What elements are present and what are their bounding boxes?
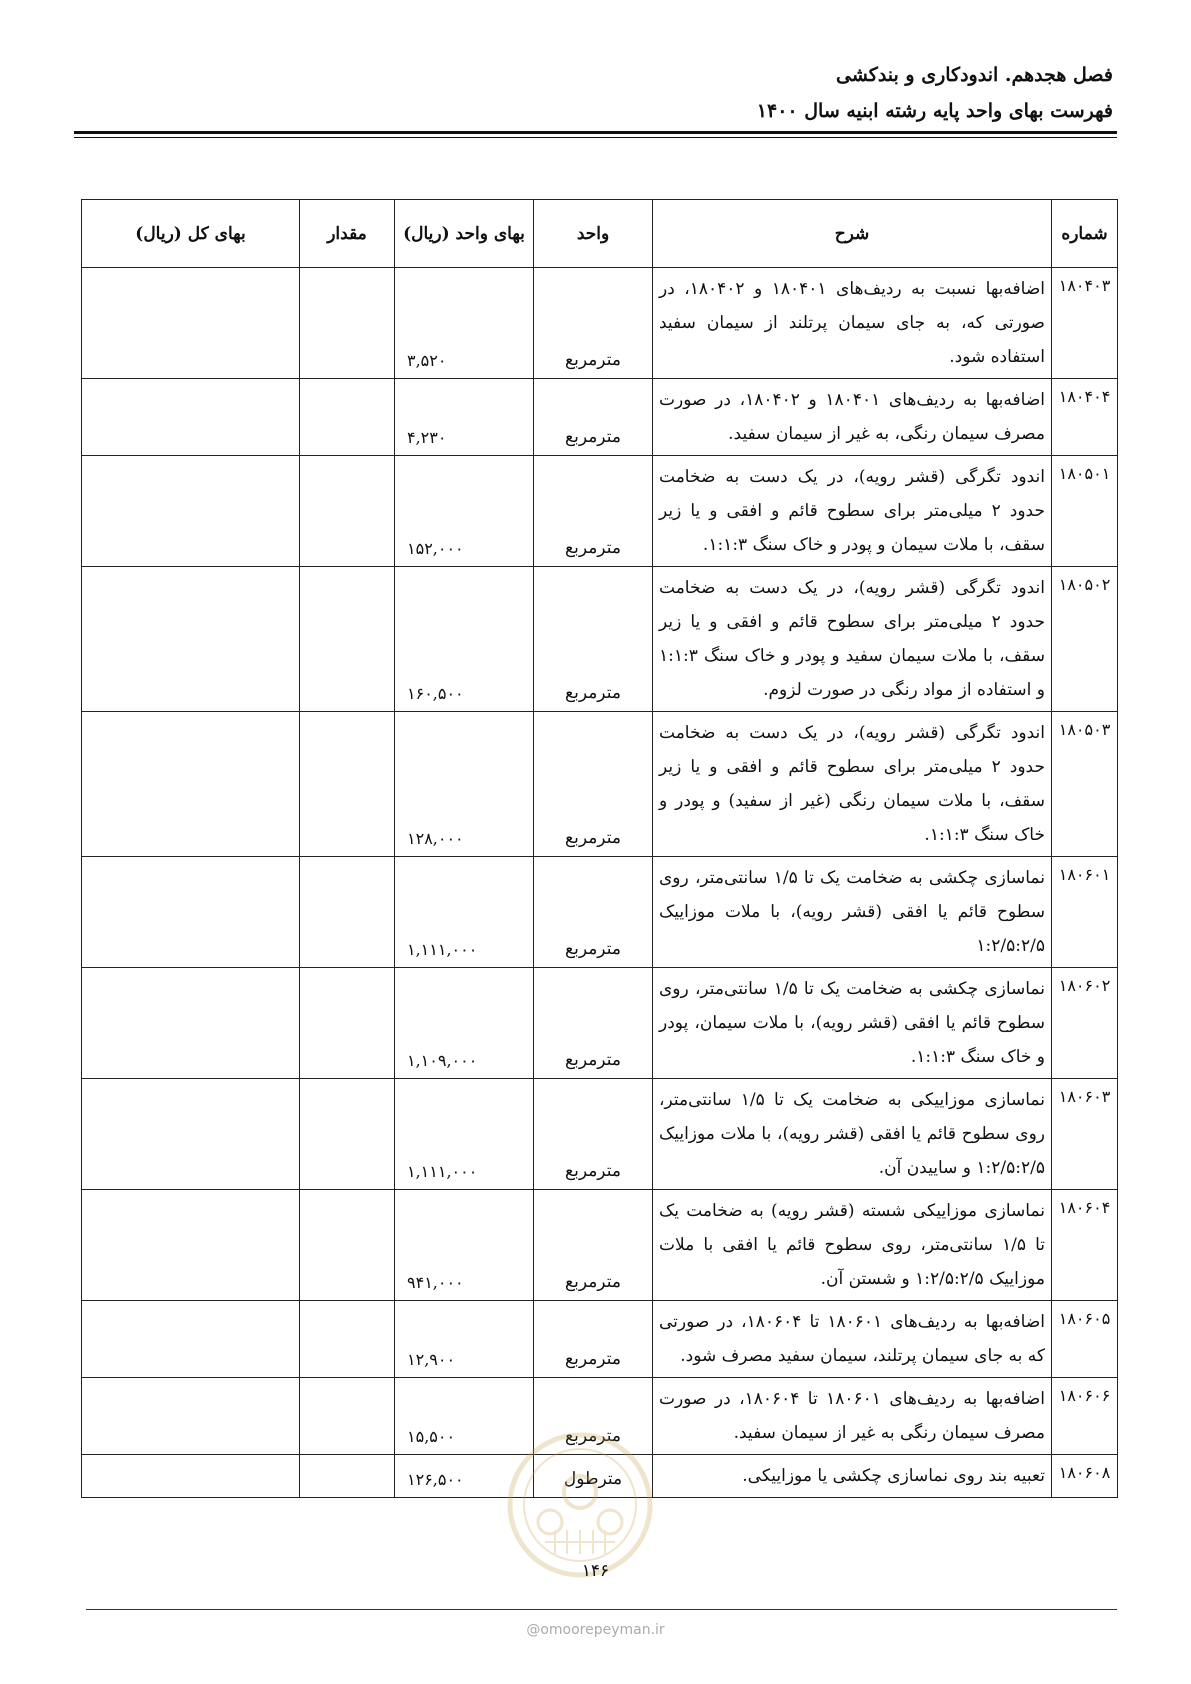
row-quantity (300, 712, 395, 857)
row-quantity (300, 1190, 395, 1301)
column-header-unit-price: بهای واحد (ریال) (395, 200, 534, 268)
header-rule-thin (74, 137, 1117, 138)
row-total-price (82, 968, 300, 1079)
column-header-number: شماره (1052, 200, 1118, 268)
table-row (82, 567, 1118, 712)
footer-rule (86, 1609, 1117, 1610)
row-number: ۱۸۰۵۰۱ (1052, 456, 1118, 567)
table-header-row (82, 200, 1118, 268)
row-unit: مترمربع (534, 567, 653, 712)
website-watermark: @omoorepeyman.ir (526, 1622, 665, 1638)
row-quantity (300, 379, 395, 456)
row-unit: مترمربع (534, 968, 653, 1079)
row-quantity (300, 456, 395, 567)
row-unit-price: ۱۲,۹۰۰ (395, 1301, 534, 1378)
row-description: نماسازی چکشی به ضخامت یک تا ۱/۵ سانتی‌متر، روی سطوح قائم یا افقی (قشر رویه)، با ملات موزاییک ۱:۲/۵:۲/۵ (653, 857, 1052, 968)
row-unit-price: ۴,۲۳۰ (395, 379, 534, 456)
row-unit-price: ۳,۵۲۰ (395, 268, 534, 379)
row-total-price (82, 456, 300, 567)
row-quantity (300, 1378, 395, 1455)
row-quantity (300, 268, 395, 379)
row-unit: مترمربع (534, 268, 653, 379)
row-unit-price: ۱,۱۰۹,۰۰۰ (395, 968, 534, 1079)
row-description: اضافه‌بها به ردیف‌های ۱۸۰۶۰۱ تا ۱۸۰۶۰۴، در صورتی که به جای سیمان پرتلند، سیمان سفید مصرف شود. (653, 1301, 1052, 1378)
row-number: ۱۸۰۶۰۵ (1052, 1301, 1118, 1378)
row-unit-price: ۱۵۲,۰۰۰ (395, 456, 534, 567)
table-row (82, 456, 1118, 567)
page-number: ۱۴۶ (581, 1561, 610, 1581)
row-number: ۱۸۰۵۰۳ (1052, 712, 1118, 857)
row-total-price (82, 1378, 300, 1455)
column-header-unit: واحد (534, 200, 653, 268)
row-number: ۱۸۰۶۰۸ (1052, 1455, 1118, 1498)
row-total-price (82, 268, 300, 379)
row-description: اضافه‌بها به ردیف‌های ۱۸۰۶۰۱ تا ۱۸۰۶۰۴، در صورت مصرف سیمان رنگی به غیر از سیمان سفید. (653, 1378, 1052, 1455)
row-number: ۱۸۰۶۰۳ (1052, 1079, 1118, 1190)
row-total-price (82, 1190, 300, 1301)
row-unit-price: ۱,۱۱۱,۰۰۰ (395, 857, 534, 968)
row-number: ۱۸۰۶۰۱ (1052, 857, 1118, 968)
document-subtitle: فهرست بهای واحد پایه رشته ابنیه سال ۱۴۰۰ (756, 100, 1113, 122)
row-unit-price: ۱۲۶,۵۰۰ (395, 1455, 534, 1498)
row-quantity (300, 1455, 395, 1498)
row-quantity (300, 567, 395, 712)
row-total-price (82, 712, 300, 857)
column-header-description: شرح (653, 200, 1052, 268)
row-number: ۱۸۰۶۰۶ (1052, 1378, 1118, 1455)
row-description: اندود تگرگی (قشر رویه)، در یک دست به ضخامت حدود ۲ میلی‌متر برای سطوح قائم و افقی و یا زیر سقف، با ملات سیمان رنگی (غیر از سفید) و پودر و خاک سنگ ۱:۱:۳. (653, 712, 1052, 857)
row-quantity (300, 968, 395, 1079)
row-total-price (82, 379, 300, 456)
row-unit: مترمربع (534, 456, 653, 567)
row-quantity (300, 857, 395, 968)
row-description: نماسازی چکشی به ضخامت یک تا ۱/۵ سانتی‌متر، روی سطوح قائم یا افقی (قشر رویه)، با ملات سیمان، پودر و خاک سنگ ۱:۱:۳. (653, 968, 1052, 1079)
row-description: نماسازی موزاییکی شسته (قشر رویه) به ضخامت یک تا ۱/۵ سانتی‌متر، روی سطوح قائم یا افقی با ملات موزاییک ۱:۲/۵:۲/۵ و شستن آن. (653, 1190, 1052, 1301)
table-row (82, 1301, 1118, 1378)
table-row (82, 1455, 1118, 1498)
row-unit: مترمربع (534, 1079, 653, 1190)
row-description: تعبیه بند روی نماسازی چکشی یا موزاییکی. (653, 1455, 1052, 1498)
row-unit-price: ۱۶۰,۵۰۰ (395, 567, 534, 712)
row-description: اندود تگرگی (قشر رویه)، در یک دست به ضخامت حدود ۲ میلی‌متر برای سطوح قائم و افقی و یا زیر سقف، با ملات سیمان و پودر و خاک سنگ ۱:۱:۳. (653, 456, 1052, 567)
row-description: اضافه‌بها به ردیف‌های ۱۸۰۴۰۱ و ۱۸۰۴۰۲، در صورت مصرف سیمان رنگی، به غیر از سیمان سفید. (653, 379, 1052, 456)
table-row (82, 268, 1118, 379)
row-description: اندود تگرگی (قشر رویه)، در یک دست به ضخامت حدود ۲ میلی‌متر برای سطوح قائم و افقی و یا زیر سقف، با ملات سیمان سفید و پودر و خاک سنگ ۱:۱:۳ و استفاده از مواد رنگی در صورت لزوم. (653, 567, 1052, 712)
row-unit: مترمربع (534, 1190, 653, 1301)
row-quantity (300, 1301, 395, 1378)
row-number: ۱۸۰۵۰۲ (1052, 567, 1118, 712)
row-number: ۱۸۰۶۰۴ (1052, 1190, 1118, 1301)
chapter-title: فصل هجدهم. اندودکاری و بندکشی (835, 64, 1113, 86)
row-description: اضافه‌بها نسبت به ردیف‌های ۱۸۰۴۰۱ و ۱۸۰۴۰۲، در صورتی که، به جای سیمان پرتلند از سیمان سفید استفاده شود. (653, 268, 1052, 379)
row-unit-price: ۱,۱۱۱,۰۰۰ (395, 1079, 534, 1190)
row-unit: مترمربع (534, 712, 653, 857)
row-total-price (82, 1301, 300, 1378)
price-list-table (81, 199, 1118, 1498)
row-number: ۱۸۰۶۰۲ (1052, 968, 1118, 1079)
row-total-price (82, 567, 300, 712)
row-unit: مترمربع (534, 1301, 653, 1378)
table-row (82, 1079, 1118, 1190)
header-rule-thick (74, 131, 1117, 134)
row-description: نماسازی موزاییکی به ضخامت یک تا ۱/۵ سانتی‌متر، روی سطوح قائم یا افقی (قشر رویه)، با ملات موزاییک ۱:۲/۵:۲/۵ و ساییدن آن. (653, 1079, 1052, 1190)
row-number: ۱۸۰۴۰۴ (1052, 379, 1118, 456)
row-total-price (82, 1455, 300, 1498)
table-row (82, 857, 1118, 968)
row-unit: مترمربع (534, 379, 653, 456)
row-number: ۱۸۰۴۰۳ (1052, 268, 1118, 379)
row-quantity (300, 1079, 395, 1190)
row-unit: مترمربع (534, 1378, 653, 1455)
row-unit-price: ۱۵,۵۰۰ (395, 1378, 534, 1455)
row-unit-price: ۹۴۱,۰۰۰ (395, 1190, 534, 1301)
table-row (82, 968, 1118, 1079)
row-total-price (82, 857, 300, 968)
table-row (82, 1190, 1118, 1301)
table-row (82, 1378, 1118, 1455)
table-row (82, 712, 1118, 857)
column-header-quantity: مقدار (300, 200, 395, 268)
row-total-price (82, 1079, 300, 1190)
column-header-total-price: بهای کل (ریال) (82, 200, 300, 268)
row-unit-price: ۱۲۸,۰۰۰ (395, 712, 534, 857)
table-row (82, 379, 1118, 456)
row-unit: مترطول (534, 1455, 653, 1498)
row-unit: مترمربع (534, 857, 653, 968)
